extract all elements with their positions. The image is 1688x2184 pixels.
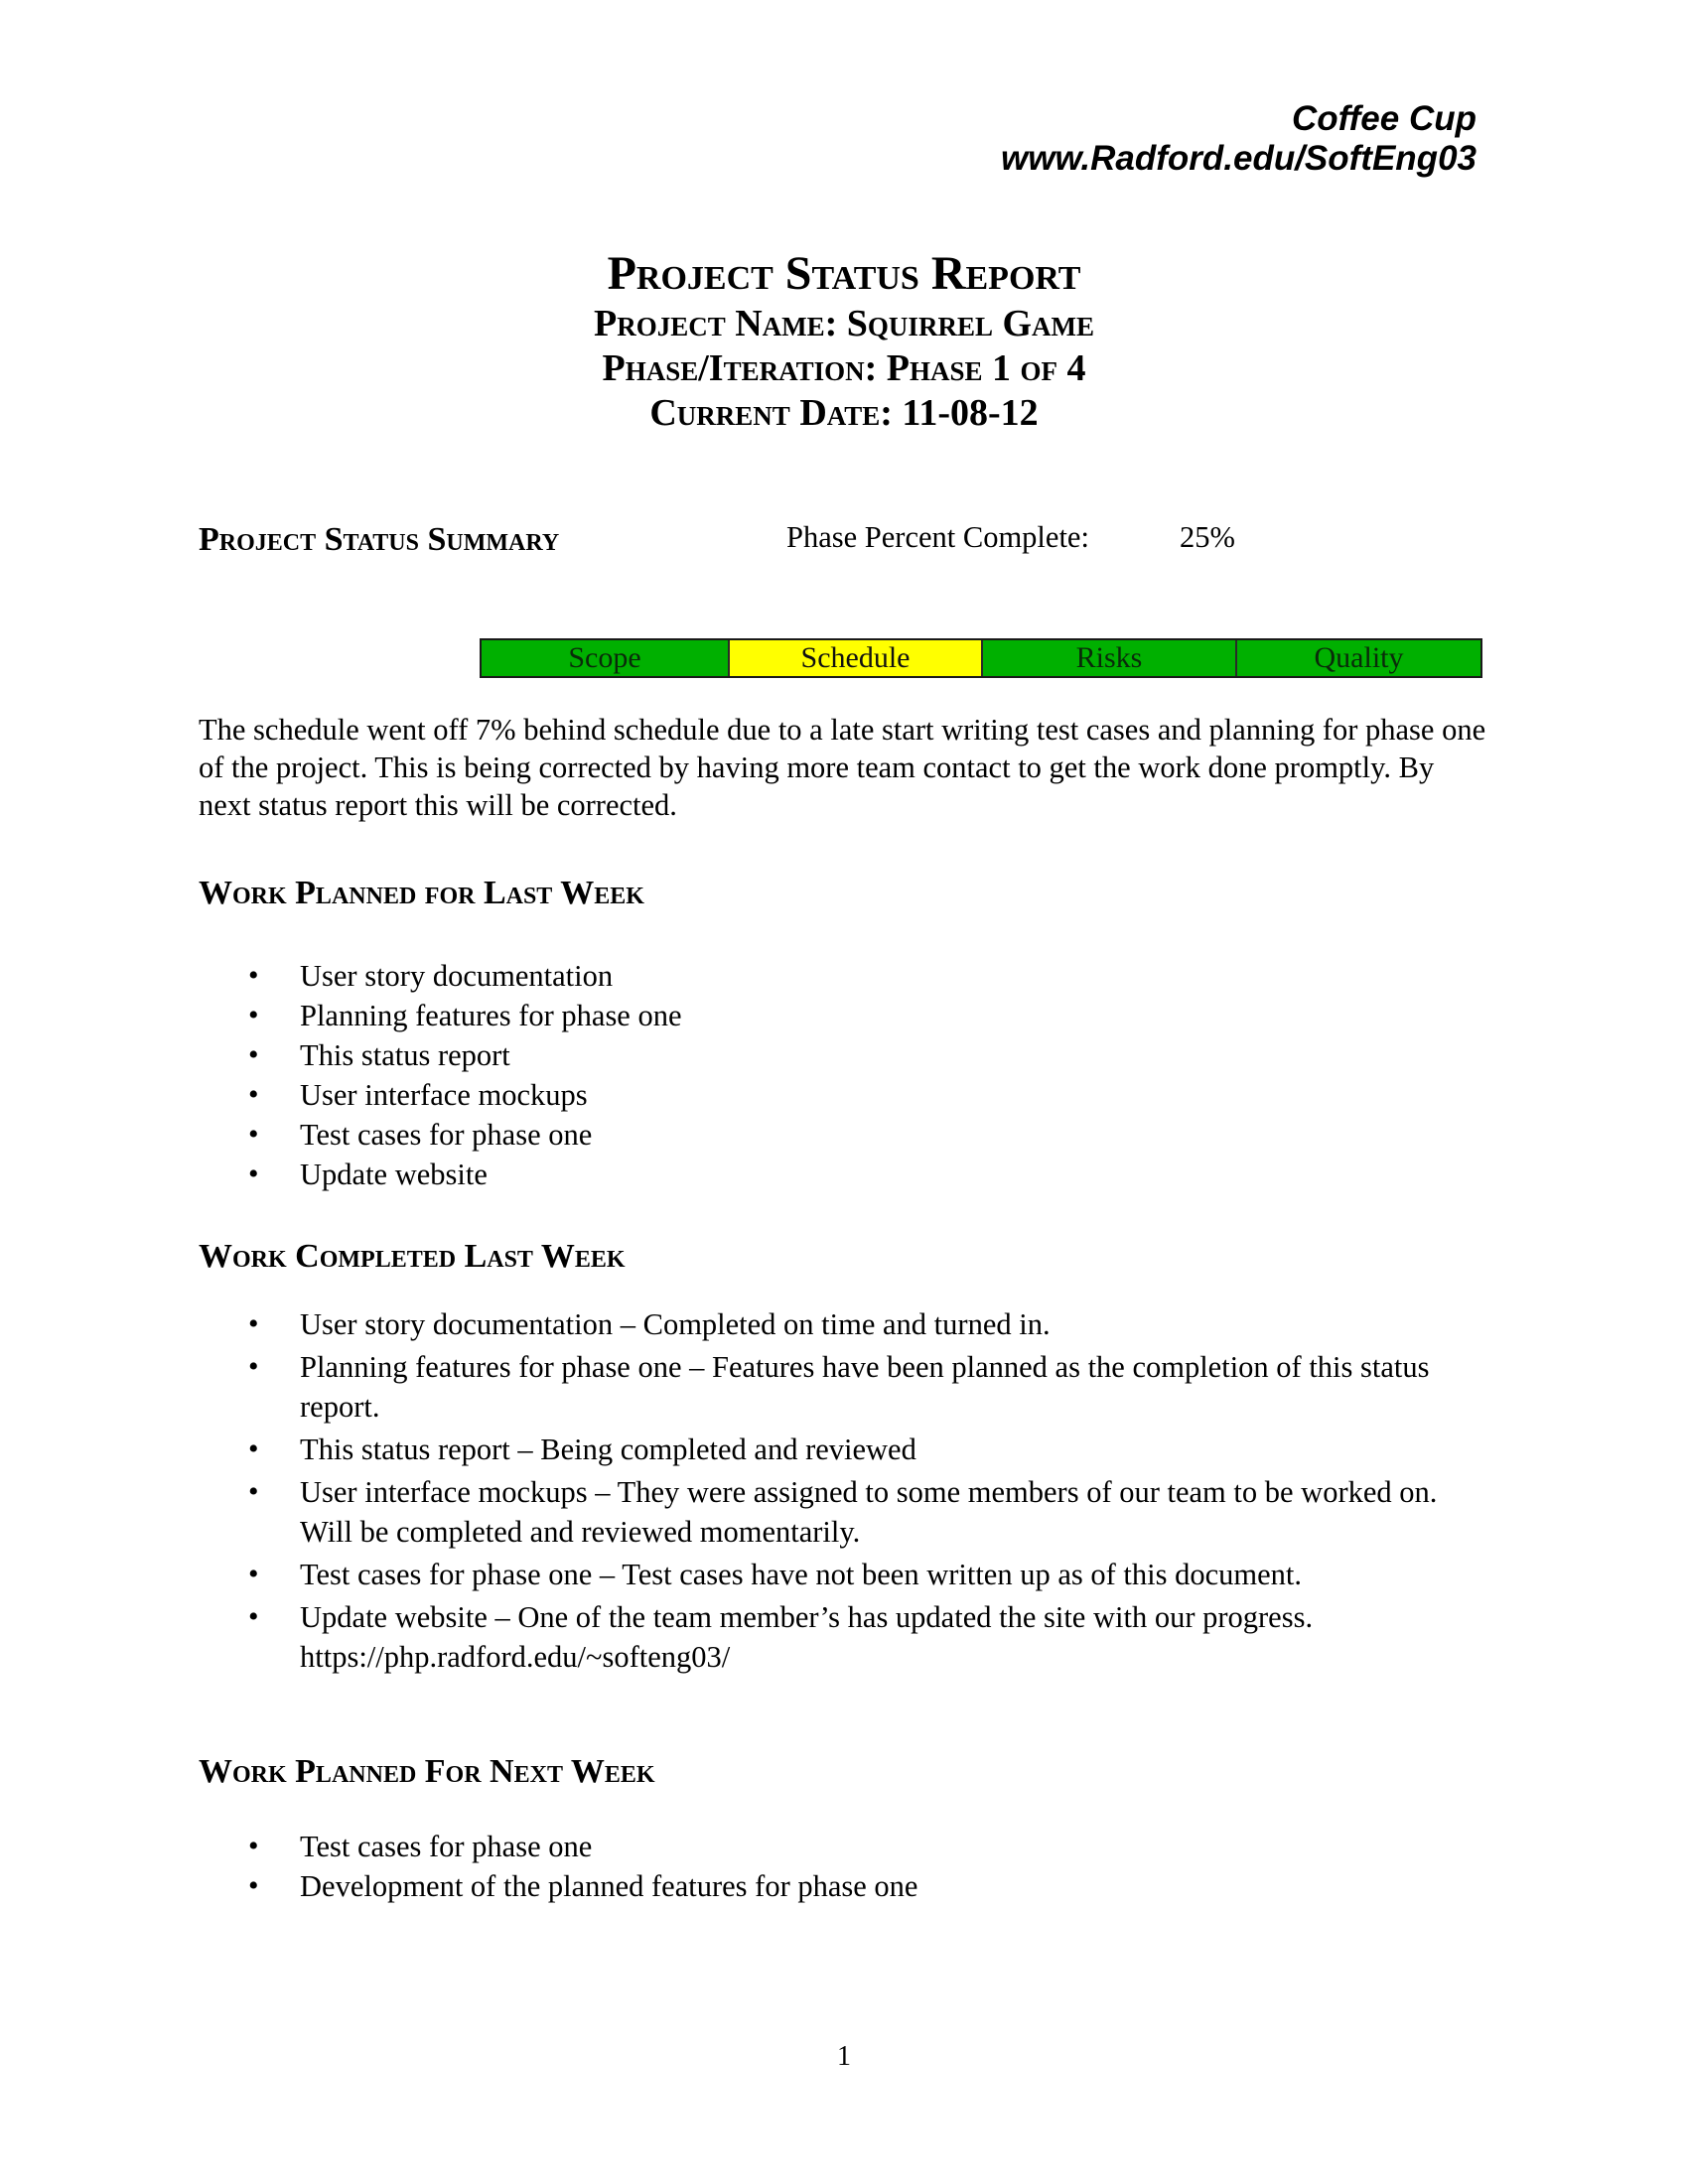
bullet-icon: •: [248, 1307, 259, 1340]
team-name: Coffee Cup: [1291, 99, 1477, 138]
bullet-icon: •: [248, 959, 259, 992]
current-date: Current Date: 11-08-12: [649, 392, 1039, 434]
phase-percent-label: Phase Percent Complete:: [786, 520, 1089, 554]
project-name: Project Name: Squirrel Game: [593, 303, 1095, 344]
bullet-icon: •: [248, 1869, 259, 1902]
phase-percent-value: 25%: [1180, 520, 1235, 554]
status-quality: [1237, 640, 1480, 676]
work-completed-last-week-list: [199, 1304, 1491, 1680]
list-item: • User story documentation: [199, 956, 1491, 996]
list-item: • Test cases for phase one – Test cases have not been written up as of this document.: [199, 1555, 1491, 1594]
status-schedule-label: Schedule: [800, 641, 911, 674]
page-number: 1: [837, 2041, 851, 2072]
list-item: • User story documentation – Completed on time and turned in.: [199, 1304, 1491, 1344]
bullet-icon: •: [248, 1158, 259, 1190]
status-indicator-bar: [480, 638, 1482, 678]
list-item: • This status report: [199, 1035, 1491, 1075]
title-block: [0, 247, 1688, 436]
work-completed-last-week-heading: Work Completed Last Week: [199, 1238, 626, 1275]
bullet-icon: •: [248, 1433, 259, 1465]
team-website: www.Radford.edu/SoftEng03: [1001, 139, 1477, 178]
list-item: • Planning features for phase one – Features have been planned as the completion of this status report.: [199, 1347, 1491, 1427]
status-schedule: [730, 640, 983, 676]
list-item: • Test cases for phase one: [199, 1827, 1491, 1866]
bullet-icon: •: [248, 1558, 259, 1590]
bullet-icon: •: [248, 1118, 259, 1151]
list-item: • User interface mockups: [199, 1075, 1491, 1115]
list-item: • Update website: [199, 1155, 1491, 1194]
report-title: Project Status Report: [607, 247, 1081, 300]
work-planned-last-week-heading: Work Planned for Last Week: [199, 875, 644, 911]
bullet-icon: •: [248, 1078, 259, 1111]
work-planned-last-week-list: [199, 956, 1491, 1194]
list-item: • Update website – One of the team member’s has updated the site with our progress. https://php.radford.edu/~softeng03/: [199, 1597, 1491, 1677]
bullet-icon: •: [248, 1038, 259, 1071]
bullet-icon: •: [248, 999, 259, 1031]
status-risks-label: Risks: [1075, 641, 1143, 674]
bullet-icon: •: [248, 1830, 259, 1862]
summary-heading: Project Status Summary: [199, 521, 560, 558]
bullet-icon: •: [248, 1350, 259, 1383]
status-scope: [482, 640, 730, 676]
bullet-icon: •: [248, 1600, 259, 1633]
list-item: • Test cases for phase one: [199, 1115, 1491, 1155]
list-item: • User interface mockups – They were assigned to some members of our team to be worked on. Will be completed and reviewed momentarily.: [199, 1472, 1491, 1552]
status-risks: [983, 640, 1237, 676]
status-scope-label: Scope: [568, 641, 641, 674]
list-item: • Development of the planned features for phase one: [199, 1866, 1491, 1906]
phase-iteration: Phase/Iteration: Phase 1 of 4: [602, 347, 1086, 389]
list-item: • This status report – Being completed and reviewed: [199, 1430, 1491, 1469]
work-planned-next-week-heading: Work Planned For Next Week: [199, 1753, 655, 1790]
list-item: • Planning features for phase one: [199, 996, 1491, 1035]
work-planned-next-week-list: [199, 1827, 1491, 1906]
status-quality-label: Quality: [1314, 641, 1404, 674]
summary-paragraph: The schedule went off 7% behind schedule due to a late start writing test cases and planning for phase one of the project. This is being corrected by having more team contact to get the work done promptly. By next status report this will be corrected.: [199, 713, 1486, 822]
bullet-icon: •: [248, 1475, 259, 1508]
